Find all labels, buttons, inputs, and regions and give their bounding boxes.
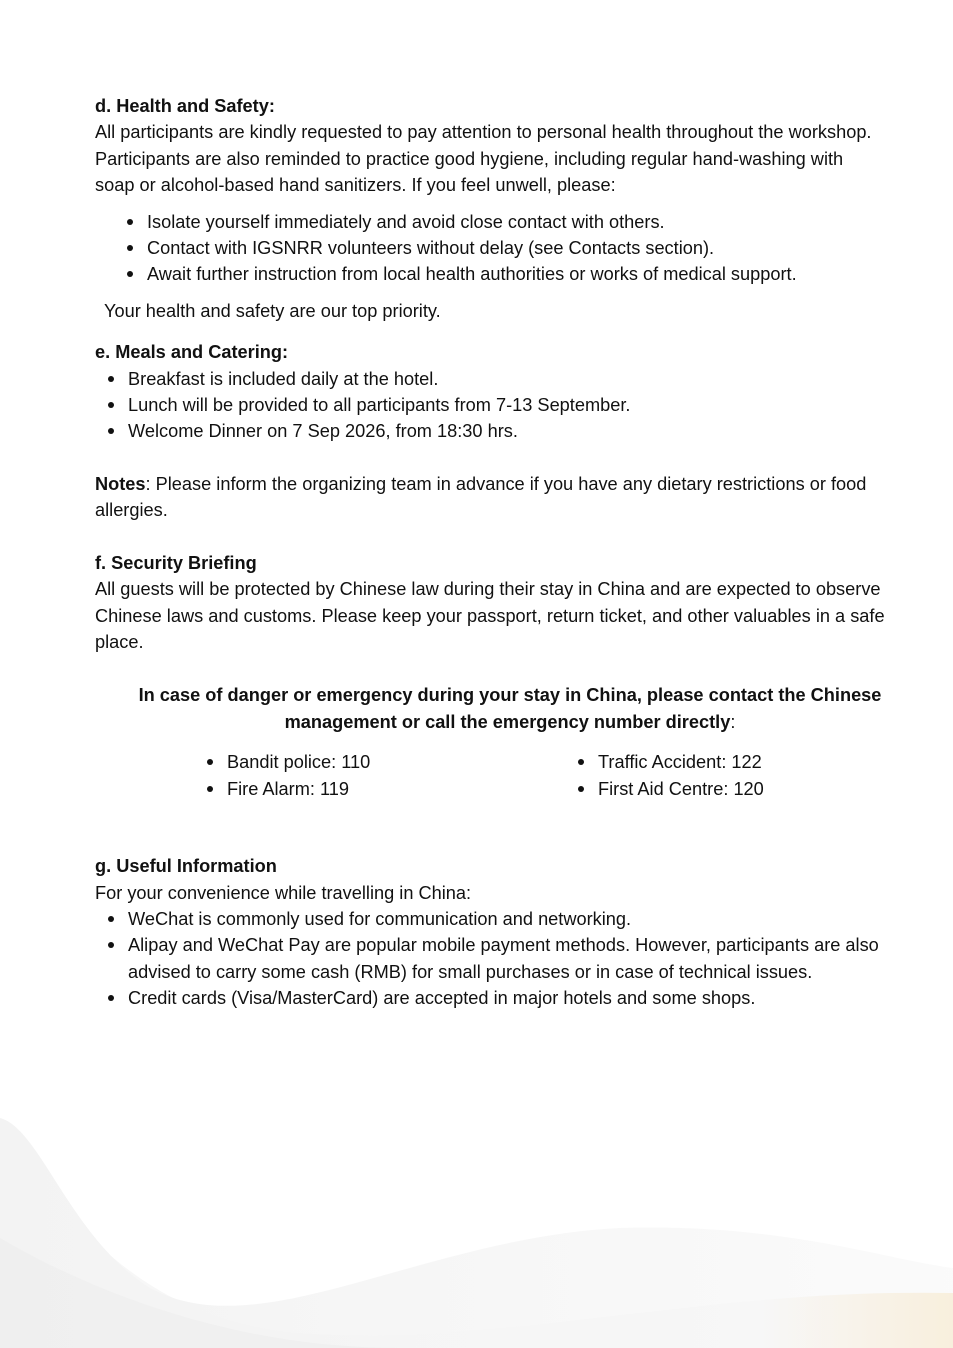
section-heading: g. Useful Information [95, 856, 277, 877]
notes-text: : Please inform the organizing team in advance if you have any dietary restrictions or food allergies. [95, 473, 867, 521]
list-item: Contact with IGSNRR volunteers without delay (see Contacts section). [147, 235, 885, 261]
list-item: Alipay and WeChat Pay are popular mobile payment methods. However, participants are also advised to carry some cash (RMB) for small purchases or in case of technical issues. [128, 932, 888, 985]
emergency-number-item: Traffic Accident: 122 [598, 749, 764, 775]
section-security-briefing [95, 550, 885, 803]
emergency-numbers-right [598, 749, 764, 802]
emergency-number-item: First Aid Centre: 120 [598, 776, 764, 802]
emergency-numbers-left [227, 749, 370, 802]
bullet-list [95, 209, 885, 288]
list-item: Isolate yourself immediately and avoid close contact with others. [147, 209, 885, 235]
notes-label: Notes [95, 473, 146, 494]
list-item: Lunch will be provided to all participants from 7-13 September. [128, 392, 885, 418]
document-page [95, 93, 885, 1012]
background-wave-decoration [0, 1118, 953, 1348]
paragraph: All guests will be protected by Chinese law during their stay in China and are expected to observe Chinese laws and customs. Please keep your passport, return ticket, and other valuables in a safe place. [95, 579, 885, 652]
section-health-safety [95, 93, 885, 324]
emergency-notice [95, 682, 905, 735]
notes-paragraph [95, 471, 885, 524]
emergency-notice-tail: : [730, 711, 736, 732]
section-heading: f. Security Briefing [95, 552, 257, 573]
emergency-numbers [95, 749, 885, 803]
list-item: Credit cards (Visa/MasterCard) are accepted in major hotels and some shops. [128, 985, 888, 1011]
section-heading: e. Meals and Catering: [95, 342, 289, 363]
paragraph: For your convenience while travelling in China: [95, 882, 472, 903]
list-item: Welcome Dinner on 7 Sep 2026, from 18:30 hrs. [128, 418, 885, 444]
list-item: Breakfast is included daily at the hotel. [128, 366, 885, 392]
paragraph: All participants are kindly requested to pay attention to personal health throughout the workshop. Participants are also reminded to practice good hygiene, including regular hand-washing with soap or alcohol-based hand sanitizers. If you feel unwell, please: [95, 122, 872, 196]
list-item: WeChat is commonly used for communication and networking. [128, 906, 888, 932]
list-item: Await further instruction from local health authorities or works of medical support. [147, 261, 885, 287]
section-meals-catering [95, 339, 885, 523]
bullet-list [95, 366, 885, 445]
closing-line: Your health and safety are our top priority. [104, 300, 441, 321]
emergency-number-item: Bandit police: 110 [227, 749, 370, 775]
emergency-number-item: Fire Alarm: 119 [227, 776, 370, 802]
section-useful-information [95, 853, 885, 1011]
bullet-list [95, 906, 888, 1012]
emergency-notice-bold: In case of danger or emergency during your stay in China, please contact the Chinese management or call the emergency number directly [138, 685, 882, 732]
section-heading: d. Health and Safety: [95, 96, 275, 116]
